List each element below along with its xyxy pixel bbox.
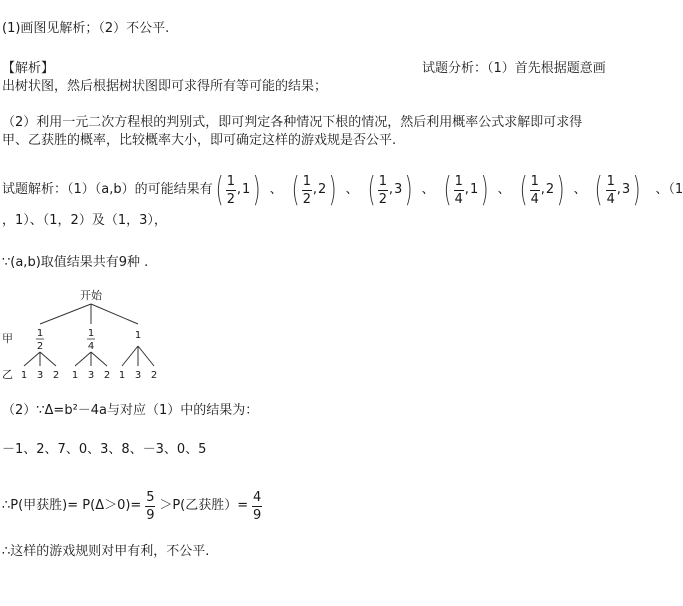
pair-num: 1: [226, 173, 236, 189]
ab-pair: [517, 170, 568, 210]
tree-edge: [40, 352, 56, 366]
probability-line: [2, 486, 262, 526]
ab-pair: [592, 170, 643, 210]
fraction-bar: [145, 506, 155, 507]
paren-right: ): [480, 170, 489, 210]
pair-separator: 、: [497, 182, 511, 197]
tree-diagram: [0, 284, 200, 384]
tree-branch-3-label: 1: [134, 330, 142, 341]
pair-fraction: [606, 174, 616, 207]
pair-comma: ,: [236, 182, 242, 197]
solution-tail: 、（1: [655, 182, 683, 197]
pair-separator: 、: [573, 182, 587, 197]
pair-separator: 、: [421, 182, 435, 197]
tree-leaf: 3: [36, 370, 44, 381]
analysis-line-2: 出树状图，然后根据树状图即可求得所有等可能的结果；: [2, 79, 328, 94]
tree-edge: [122, 346, 138, 366]
pair-num: 1: [454, 173, 463, 189]
fraction-bar: [530, 190, 540, 191]
fraction-bar: [454, 190, 464, 191]
pair-num: 1: [606, 173, 615, 189]
pair-den: 2: [226, 191, 236, 207]
count-line: ∵(a,b)取值结果共有9种 .: [2, 255, 149, 270]
possible-pairs: [213, 170, 656, 210]
tree-leaf: 1: [20, 370, 28, 381]
tree-leaf: 2: [103, 370, 111, 381]
tree-leaf: 3: [134, 370, 142, 381]
fraction-bar: [378, 190, 388, 191]
prob-prefix: ∴P(甲获胜)= P(Δ＞0)=: [2, 498, 142, 513]
pair-separator: 、: [345, 182, 359, 197]
fraction-bar: [252, 506, 262, 507]
fraction-bar: [606, 190, 616, 191]
tree-leaf: 2: [52, 370, 60, 381]
solution-line: [2, 168, 683, 212]
tree-branch-1-den: 2: [36, 341, 44, 352]
paren-left: (: [519, 170, 528, 210]
pair-num: 1: [302, 173, 311, 189]
paren-left: (: [443, 170, 452, 210]
answer-line: (1)画图见解析；（2）不公平.: [2, 21, 170, 36]
tree-edge: [40, 304, 91, 324]
tree-row-label-jia: 甲: [2, 332, 13, 345]
fraction-bar: [302, 190, 312, 191]
pair-den: 2: [378, 191, 387, 207]
paren-right: ): [556, 170, 565, 210]
pair-b: 1: [469, 182, 479, 197]
pair-fraction: [454, 174, 464, 207]
values-line: －1、2、7、0、3、8、－3、0、5: [2, 442, 207, 457]
solution-prefix: 试题解析：（1）（a,b）的可能结果有: [2, 182, 213, 197]
pair-den: 4: [454, 191, 463, 207]
pair-num: 1: [378, 173, 387, 189]
ab-pair: [441, 170, 492, 210]
tree-branch-2-den: 4: [87, 341, 95, 352]
analysis-line-3: （2）利用一元二次方程根的判别式，即可判定各种情况下根的情况，然后利用概率公式求解即可求得: [2, 115, 583, 130]
tree-leaf: 1: [71, 370, 79, 381]
tree-leaf: 2: [150, 370, 158, 381]
tree-branch-1-num: 1: [36, 328, 44, 339]
ab-pair: [365, 170, 416, 210]
delta-line: （2）∵Δ=b²－4a与对应（1）中的结果为：: [2, 403, 259, 418]
pair-separator: 、: [269, 182, 283, 197]
tree-branch-2-num: 1: [87, 328, 95, 339]
tree-root: 开始: [80, 289, 102, 302]
paren-right: ): [404, 170, 413, 210]
prob-jia-den: 9: [146, 507, 155, 523]
tree-edge: [24, 352, 40, 366]
ab-pair: [213, 170, 264, 210]
conclusion-line: ∴这样的游戏规则对甲有利，不公平.: [2, 544, 210, 559]
ab-pair: [289, 170, 340, 210]
prob-yi-den: 9: [253, 507, 262, 523]
tree-edge: [75, 352, 91, 366]
pair-comma: ,: [540, 182, 545, 197]
paren-left: (: [367, 170, 376, 210]
tree-row-label-yi: 乙: [2, 368, 13, 381]
tree-edge: [91, 352, 107, 366]
paren-left: (: [291, 170, 300, 210]
prob-jia-num: 5: [146, 489, 155, 505]
pair-b: 2: [545, 182, 555, 197]
pair-fraction: [530, 174, 540, 207]
pair-b: 3: [393, 182, 403, 197]
analysis-heading: 试题分析：（1）首先根据题意画: [422, 61, 606, 76]
pair-fraction: [378, 174, 388, 207]
pair-fraction: [302, 174, 312, 207]
pair-den: 2: [302, 191, 311, 207]
paren-right: ): [328, 170, 337, 210]
pair-fraction: [226, 174, 236, 207]
tree-edge: [138, 346, 154, 366]
tree-leaf: 3: [87, 370, 95, 381]
pair-den: 4: [530, 191, 539, 207]
analysis-line-4: 甲、乙获胜的概率，比较概率大小，即可确定这样的游戏规是否公平.: [2, 133, 397, 148]
tree-leaf: 1: [118, 370, 126, 381]
pair-b: 3: [621, 182, 631, 197]
prob-yi-num: 4: [253, 489, 262, 505]
pair-b: 1: [242, 182, 251, 197]
pair-comma: ,: [464, 182, 469, 197]
fraction-bar: [226, 190, 236, 191]
pair-b: 2: [318, 182, 327, 197]
pair-comma: ,: [312, 182, 317, 197]
tree-edge: [91, 304, 138, 324]
paren-right: ): [632, 170, 641, 210]
paren-left: (: [215, 170, 224, 210]
paren-right: ): [252, 170, 261, 210]
pair-comma: ,: [616, 182, 621, 197]
prob-yi-fraction: [252, 490, 262, 523]
pair-num: 1: [530, 173, 539, 189]
prob-jia-fraction: [145, 490, 155, 523]
pair-comma: ,: [388, 182, 393, 197]
prob-mid: ＞P(乙获胜）=: [159, 498, 249, 513]
paren-left: (: [595, 170, 604, 210]
pair-den: 4: [606, 191, 615, 207]
solution-line-2: ，1）、（1，2）及（1，3），: [2, 213, 167, 228]
jiexi-header: 【解析】: [2, 61, 55, 76]
